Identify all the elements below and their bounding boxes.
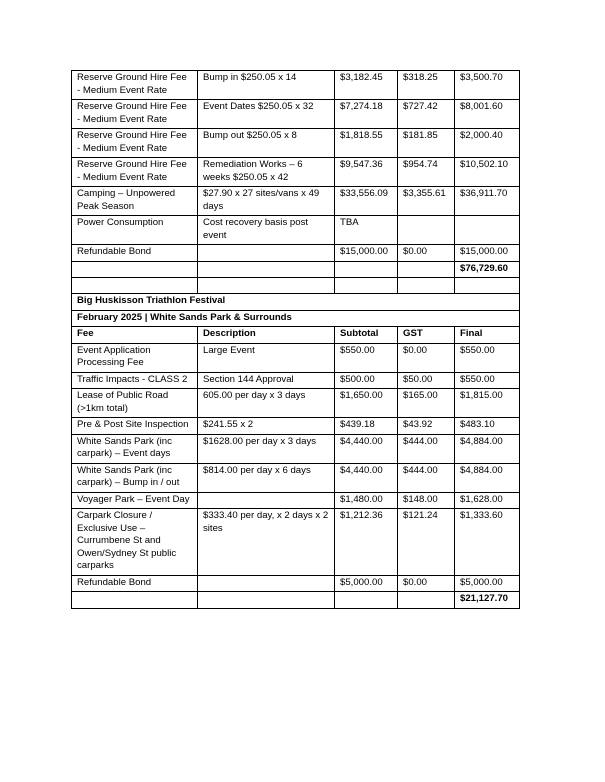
column-header: GST (398, 327, 455, 344)
table-row (72, 129, 520, 158)
section-title: Big Huskisson Triathlon Festival (72, 294, 520, 311)
table-cell: $5,000.00 (455, 575, 520, 592)
table-cell: Power Consumption (72, 216, 198, 245)
table-cell (455, 278, 520, 294)
total-amount: $21,127.70 (455, 592, 520, 609)
table-cell: $121.24 (398, 509, 455, 576)
table-cell: $9,547.36 (335, 158, 398, 187)
table-cell: $43.92 (398, 418, 455, 435)
table-row (72, 100, 520, 129)
table-cell (335, 261, 398, 278)
table-cell: Traffic Impacts - CLASS 2 (72, 372, 198, 389)
table-cell (198, 245, 335, 262)
table-cell: White Sands Park (inc carpark) – Event days (72, 434, 198, 463)
table-cell: $15,000.00 (335, 245, 398, 262)
table-cell (198, 492, 335, 509)
table-cell (198, 592, 335, 609)
table-cell (198, 278, 335, 294)
table-cell: $439.18 (335, 418, 398, 435)
table-cell: $1,212.36 (335, 509, 398, 576)
table-cell: Carpark Closure / Exclusive Use – Currumbene St and Owen/Sydney St public carparks (72, 509, 198, 576)
table-cell (72, 261, 198, 278)
table-cell: $1,480.00 (335, 492, 398, 509)
table-cell: $0.00 (398, 575, 455, 592)
table-cell: Camping – Unpowered Peak Season (72, 187, 198, 216)
table-cell: Large Event (198, 343, 335, 372)
table-row (72, 216, 520, 245)
table-cell: $1,815.00 (455, 389, 520, 418)
table-row (72, 418, 520, 435)
table-cell: Reserve Ground Hire Fee - Medium Event Rate (72, 158, 198, 187)
table-cell: $10,502.10 (455, 158, 520, 187)
table-cell: $0.00 (398, 245, 455, 262)
column-header: Final (455, 327, 520, 344)
table-cell (335, 278, 398, 294)
total-row (72, 592, 520, 609)
table-cell (455, 216, 520, 245)
table-row (72, 492, 520, 509)
table-cell (398, 592, 455, 609)
table-cell (72, 592, 198, 609)
table-cell: Reserve Ground Hire Fee - Medium Event Rate (72, 129, 198, 158)
column-header: Description (198, 327, 335, 344)
table-cell: $550.00 (455, 372, 520, 389)
table-row (72, 434, 520, 463)
table-cell: $333.40 per day, x 2 days x 2 sites (198, 509, 335, 576)
table-cell: $318.25 (398, 71, 455, 100)
table-cell: $1,818.55 (335, 129, 398, 158)
table-cell: $5,000.00 (335, 575, 398, 592)
table-cell: $1628.00 per day x 3 days (198, 434, 335, 463)
table-cell: $0.00 (398, 343, 455, 372)
blank-row (72, 278, 520, 294)
table-cell: $3,500.70 (455, 71, 520, 100)
table-cell: $27.90 x 27 sites/vans x 49 days (198, 187, 335, 216)
table-cell: Bump in $250.05 x 14 (198, 71, 335, 100)
table-cell: $7,274.18 (335, 100, 398, 129)
table-cell: $4,440.00 (335, 463, 398, 492)
table-cell: $3,355.61 (398, 187, 455, 216)
table-cell: $241.55 x 2 (198, 418, 335, 435)
table-cell: Lease of Public Road (>1km total) (72, 389, 198, 418)
table-row (72, 158, 520, 187)
table-cell (198, 575, 335, 592)
table-cell: $181.85 (398, 129, 455, 158)
table-cell: $3,182.45 (335, 71, 398, 100)
fees-table (71, 70, 520, 609)
column-header: Fee (72, 327, 198, 344)
table-cell: $500.00 (335, 372, 398, 389)
table-row (72, 509, 520, 576)
table-cell: $4,884.00 (455, 434, 520, 463)
table-cell: $727.42 (398, 100, 455, 129)
table-cell: Reserve Ground Hire Fee - Medium Event Rate (72, 71, 198, 100)
table-cell: $1,650.00 (335, 389, 398, 418)
table-cell: Cost recovery basis post event (198, 216, 335, 245)
table-cell: $550.00 (335, 343, 398, 372)
table-cell: $15,000.00 (455, 245, 520, 262)
table-cell: White Sands Park (inc carpark) – Bump in / out (72, 463, 198, 492)
table-cell: $550.00 (455, 343, 520, 372)
table-cell: $36,911.70 (455, 187, 520, 216)
table-row (72, 245, 520, 262)
table-cell: Event Application Processing Fee (72, 343, 198, 372)
table-cell: $4,884.00 (455, 463, 520, 492)
table-cell: $954.74 (398, 158, 455, 187)
table-row (72, 187, 520, 216)
header-row (72, 327, 520, 344)
table-cell: $444.00 (398, 434, 455, 463)
table-cell: Pre & Post Site Inspection (72, 418, 198, 435)
section-subtitle: February 2025 | White Sands Park & Surrounds (72, 310, 520, 327)
section-title-row (72, 294, 520, 311)
table-row (72, 343, 520, 372)
section-subtitle-row (72, 310, 520, 327)
table-row (72, 575, 520, 592)
column-header: Subtotal (335, 327, 398, 344)
table-cell (398, 278, 455, 294)
table-cell: Event Dates $250.05 x 32 (198, 100, 335, 129)
table-row (72, 71, 520, 100)
table-cell: Bump out $250.05 x 8 (198, 129, 335, 158)
table-cell: Voyager Park – Event Day (72, 492, 198, 509)
table-row (72, 372, 520, 389)
total-row (72, 261, 520, 278)
table-cell: $148.00 (398, 492, 455, 509)
table-cell: $8,001.60 (455, 100, 520, 129)
table-cell (398, 261, 455, 278)
table-cell: $165.00 (398, 389, 455, 418)
table-cell: $50.00 (398, 372, 455, 389)
table-cell: $4,440.00 (335, 434, 398, 463)
total-amount: $76,729.60 (455, 261, 520, 278)
table-row (72, 389, 520, 418)
table-cell: 605.00 per day x 3 days (198, 389, 335, 418)
table-cell (72, 278, 198, 294)
table-row (72, 463, 520, 492)
table-cell (198, 261, 335, 278)
table-cell: Remediation Works – 6 weeks $250.05 x 42 (198, 158, 335, 187)
table-cell: Reserve Ground Hire Fee - Medium Event Rate (72, 100, 198, 129)
table-cell: $1,333.60 (455, 509, 520, 576)
table-cell: $483.10 (455, 418, 520, 435)
table-cell: Refundable Bond (72, 575, 198, 592)
table-cell: $33,556.09 (335, 187, 398, 216)
table-cell (398, 216, 455, 245)
table-cell: $444.00 (398, 463, 455, 492)
table-cell (335, 592, 398, 609)
table-cell: $814.00 per day x 6 days (198, 463, 335, 492)
table-cell: $1,628.00 (455, 492, 520, 509)
table-cell: Refundable Bond (72, 245, 198, 262)
table-cell: $2,000.40 (455, 129, 520, 158)
table-cell: Section 144 Approval (198, 372, 335, 389)
table-cell: TBA (335, 216, 398, 245)
